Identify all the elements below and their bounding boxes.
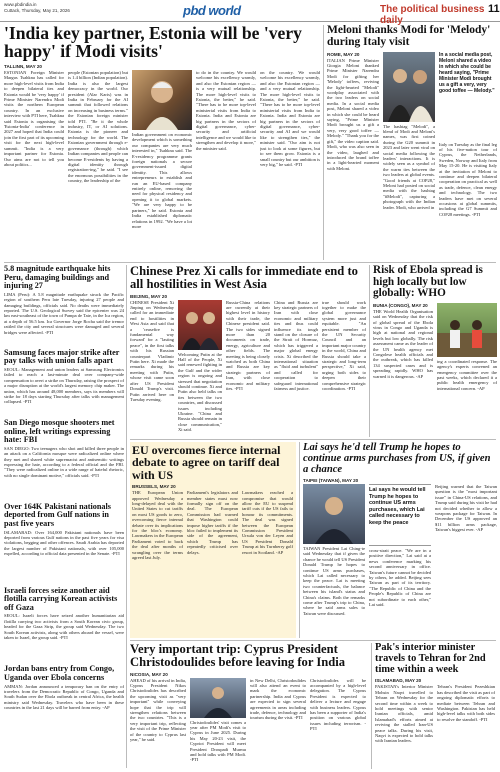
photo-image: [178, 300, 222, 350]
article-col-2: cross-strait peace. "We are in a positive direction," Lai said at a news conference marking his second anniversary in office. Taiwan's future cannot be decided by others, he added. Beijing sees Taiwan as part of its territory. "The Republic of China and the People's Republic of China are not subordinate to each other," Lai said.: [369, 548, 431, 608]
brief-item: [4, 265, 124, 346]
photo-image: [303, 484, 365, 544]
photo-image: [190, 678, 246, 718]
ebola-photo: [437, 303, 497, 357]
article-estonia: [4, 25, 320, 261]
article-col-1: THE World Health Organisation said on Wednesday that the risk of global spread of the Ebola virus in Congo and Uganda is high at national and regional levels but low globally. The risk assessment came as the leader of the UN health agency met Congolese health officials and the outbreak, which has killed 134 suspected cases and is spreading rapidly. WHO has warned it is dangerous. -AP: [373, 308, 433, 379]
article-col-4: China and Russia are key strategic partners of Iran with close economic and military ties and thus could influence its tough stand on the closure of the Strait of Hormuz, which has triggered a major global energy crisis. Xi described the international situation as "fluid and turbulent" and called for cooperation to safeguard international fairness and justice.: [274, 299, 318, 392]
brief-text: SAN DIEGO: Two teenagers who shot and killed three people in an attack on a California mosque were radicalized online where they met and shared white supremacist and antisemitic writings expressing the hate, according to a federal official and the FBI. "They were radicalized online in a wide range of hateful rhetoric, with no single dominant motive," officials said. -PTI: [4, 445, 124, 478]
brief-headline: 5.8 magnitude earthquake hits Peru, damaging buildings and injuring 27: [4, 265, 111, 291]
article-dateline: ROME, MAY 20: [327, 51, 360, 57]
brief-item: [4, 587, 124, 663]
article-col-2: Christodoulides' visit comes a year after PM Modi's visit to Cyprus in June 2025. During his May 20-23 visit, the Cypriot President will meet President Droupadi Murmu and hold talks with PM Modi. -PTI: [190, 719, 246, 763]
article-col-3: Indian government on economic development which is something our companies are very much interested in," Tsahkna said. The E-residency programme grants foreign nationals a secure government-issued digital identity. This allows entrepreneurs to establish and run an EU-based company entirely online, removing the need for physical residency and opening it to global markets. "We are very happy to be partners," he said. Estonia and India established diplomatic relations in 1992. "We have a lot more: [132, 132, 192, 229]
article-cyprus: [130, 643, 368, 769]
article-col-2: ing a coordinated response. The agency's experts convened an emergency committee over the past weeks, which declared it a public health emergency of international concern. -AP: [437, 358, 497, 391]
photo-caption: In a social media post, Meloni shared a video in which she could be heard saying, "Prime Minister Modi brought us a gift a very, very good toffee — Melody.": [439, 51, 495, 94]
article-col-2: people (Estonian population) but is 1.4 billion (Indian population). India is also the largest democracy in the world. Our president (Alar Karis) was in India in February for the AI summit that followed relations on increasing in business terms." the Estonian foreign minister told PTI. "Be it the whole industry, IT, or AI solutions. Estonia is the pioneer and technology for the world. The Estonian government through e-governance (through) which Indian companies and people can become E-residents by having a digital identity through registration-ing," he said. "I see the enormous possibilities in the country, the leadership of the: [68, 70, 128, 184]
masthead-web: www.pbdindia.in: [4, 2, 37, 7]
brief-item: [4, 503, 124, 584]
masthead-info: [4, 2, 70, 13]
article-meloni: [327, 25, 497, 261]
photo-image: [383, 52, 435, 122]
page-number: 11: [488, 3, 500, 15]
article-col-3: Italy on Tuesday as the final leg of his five-nation tour of Cyprus, the Netherlands, Sweden, Norway and Italy from May 15-20. He is visiting Italy at the invitation of Meloni to continue and deepen bilateral cooperation on practical as well as trade, defence, clean energy and technology. The two leaders have met on several occasions at global summits, including the G7 Summit and COP28 meetings. -PTI: [439, 141, 497, 217]
xi-putin-photo: [178, 300, 222, 350]
brief-text: LIMA (Peru): A 5.8 magnitude earthquake struck the Pacific region of southern Peru late Tuesday, injuring 27 people and damaging buildings, officials said. No deaths were immediately reported. The U.S. Geological Survey said the epicenter was 24 km east-southeast of the town of Pampa de Tate, in the Ica region, at a depth of 56.5 km. Ica Governor Jorge Rocha said the tremor rattled the city and several structures were damaged and several bridges were affected. -PTI: [4, 291, 124, 335]
brief-headline: Israeli forces seize another aid flotilla carrying Korean activists off Gaza: [4, 585, 118, 612]
article-col-4: Christodoulides will be accompanied by a high-level delegation. The Cyprus President is expected to deliver a lecture and engage with business leaders. Cyprus has been a supporter of India's position on various global issues including terrorism. -PTI: [310, 677, 366, 732]
article-col-3: Beijing warned that the Taiwan question is the "most important issue" in China-US relations, and Trump said during his visit he had not decided whether to allow a weapons package for Taiwan. In December the US approved an $11 billion arms package, Taiwan's biggest ever. -AP: [435, 484, 497, 533]
article-col-1: CHINESE President Xi Jinping on Wednesday called for an immediate end to hostilities in West Asia and said that a 'ceasefire is fundamental way forward' for a "lasting peace", in the first talks with his Russian counterpart Vladimir Putin here. Xi made the remarks during his meeting with Putin, whose visit came soon after US President Donald Trump's visit. Putin arrived here on Tuesday evening.: [130, 299, 174, 402]
masthead: [0, 0, 500, 26]
brief-item: [4, 419, 124, 500]
brief-headline: Jordan bans entry from Congo, Uganda over Ebola concerns: [4, 664, 115, 682]
brief-headline: Samsung faces major strike after pay talks with union falls apart: [4, 347, 120, 366]
article-col-1: TAIWAN President Lai Ching-te said Wednesday that if given the chance he would tell US President Donald Trump he hopes to continue US arms purchases, which Lai called necessary to keep the peace. Lai is meeting two counterfactuals, the balance between his island's status and China's claims. Both the remarks come after Trump's trip to China, where he said arms sales to Taiwan were discussed.: [303, 546, 365, 616]
article-col-5: on the country. We would welcome his excellency warmly, and also the Estonian region — and a very mutual relationship. The more high-level visits to Estonia, the better," he said. "There has to be more top-level ministerial visits from India to Estonia. India and Estonia are big partners in the sectors of digital governance, cyber-security and AI and we would like to strengthen ties," the minister said. "Our aim is not just to look at some figures, but to see them grow. Estonia is a small country but our ambition is very big," he said. -PTI: [260, 70, 320, 167]
photo-image: [437, 303, 497, 357]
brief-headline: San Diego mosque shooters met online, left writings expressing hate: FBI: [4, 417, 115, 445]
news-briefs: [4, 265, 124, 768]
article-col-1: PAKISTAN's Interior Minister Mohsin Naqvi travelled to Tehran on Wednesday for the second time within a week to hold meetings with senior Iranian officials, amid Islamabad's efforts aimed at reviving the stalled Iran-US peace talks. During his visit, Naqvi is expected to hold talks with Iranian leaders.: [375, 684, 433, 744]
article-col-2: Tehran's President Pezeshkian has described the visit as part of ongoing diplomatic efforts to mediate between Tehran and Washington. Pakistan has held high-level talks with both sides to resolve the standoff. -PTI: [437, 684, 495, 722]
article-dateline: TALLINN, MAY 20: [4, 64, 42, 69]
article-col-1: ESTONIAN Foreign Minister Margus Tsahkna has called for more high-level visits from India to deepen bilateral ties and Estonia would be 'very happy' if Prime Minister Narendra Modi visits the northern European country. In an exclusive interview with PTI here, Tsahkna said Estonia is organising the 'Estonia-India' conference in 2027 and hoped that India could join the first part of its upcoming visit for the next high-level summit. "India is a very important partner for Estonia. Our aims are not to tell you about politics...: [4, 70, 64, 167]
article-headline: Risk of Ebola spread is high locally but low globally: WHO: [373, 265, 483, 300]
article-headline: Pak's interior minister travels to Tehran for 2nd time within a week: [375, 643, 486, 675]
brief-text: SEOUL: Management and union leaders at Samsung Electronics failed to reach a last-minute deal over company-wide compensation to avert a strike on Thursday, raising the prospect of a major disruption at the world's largest memory chip maker. The union, which has around 48,000 members, says its members will strike for 18 days starting Thursday after talks with management collapsed. -PTI: [4, 366, 124, 405]
article-dateline: TAIPEI (TAIWAN), MAY 20: [303, 478, 359, 483]
article-dateline: NICOSIA, MAY 20: [130, 671, 168, 677]
article-dateline: ISLAMABAD, MAY 20: [375, 678, 422, 684]
article-col-1: ITALIAN Prime Minister Giorgia Meloni thanked Prime Minister Narendra Modi for gifting her 'Melody' toffees, reviving the light-hearted "Melodi" wordplay associated with the two leaders on social media. In a social media post, Meloni shared a video in which she could be heard saying, "Prime Minister Modi brought us a gift a very, very good toffee — Melody." "Thank you for the gift," the video caption said. Modi, who was also seen in the video, laughed and introduced the brand toffee in a light-hearted moment with Meloni.: [327, 57, 379, 171]
article-eu-tariff: [130, 442, 296, 638]
article-headline: Meloni thanks Modi for 'Melody' during Italy visit: [327, 25, 491, 48]
masthead-dateline: Cuttack, Thursday, May 21, 2026: [4, 7, 70, 13]
pull-quote: Lai says he would tell Trump he hopes to continue US arms purchases, which Lai called necessary to keep the peace: [369, 484, 431, 546]
article-col-2: Welcoming Putin at the Hall of the People, Xi said renewed fighting in the Gulf and the wider region is ongoing and stressed that negotiation should continue. Xi and Putin also held talks on ties between the two countries, and discussed issues including Ukraine. "China and Russia should remain in close communication," Xi said.: [178, 351, 222, 433]
article-dateline: BRUSSELS, MAY 20: [132, 484, 176, 490]
brief-item: [4, 665, 124, 741]
article-headline: Lai says he'd tell Trump he hopes to continue arms purchases from US, if given a chance: [303, 442, 491, 475]
article-col-3: in New Delhi, Christodoulides will also attend an event to mark the economic partnership. India and Cyprus are expected to sign several agreements in areas including trade, defence, technology and tourism during the visit. -PTI: [250, 677, 306, 721]
article-pakistan: [375, 643, 497, 769]
brief-text: ISLAMABAD: Over 164,000 Pakistani nationals have been deported from various Gulf nations in the past five years for visa violations, begging and other offences. Saudi Arabia has deported the largest number of Pakistani nationals, with over 105,000 expelled, according to official data presented in the Senate. -PTI: [4, 529, 124, 557]
brief-text: AMMAN: Jordan announced a temporary ban on the entry of travelers from the Democratic Republic of Congo, Uganda and South Sudan over the Ebola outbreak in central Africa, the health ministry said Wednesday. Travelers who have been in these countries in the last 21 days will be barred from entry. -AP: [4, 683, 124, 711]
article-dateline: BUNIA (CONGO), MAY 20: [373, 302, 428, 308]
article-headline: 'India key partner, Estonia will be 'very happy' if Modi visits': [4, 25, 302, 61]
article-lai: [303, 442, 497, 638]
article-col-1: THE European Union approved Wednesday a long-delayed deal with the United States to cut tariffs on most US goods to zero, overcoming fierce internal debate over its implications for the bloc's economy. Lawmakers in the European Parliament voted to back the deal after months of wrangling over the terms agreed last July.: [132, 490, 183, 561]
brief-item: [4, 349, 124, 416]
article-col-2: Parliament's legislators and member states must now formally sign off on the deal. The European Commission had warned that Washington could impose higher tariffs if the bloc failed to implement its side of the agreement, which Trump has repeatedly criticised over delays.: [187, 490, 238, 555]
article-col-3: Russia-China relations are currently at their highest level in history with their trade, the Chinese president said. The two sides signed more than 20 documents on trade, energy, agriculture and other fields. The meeting is being closely watched as both China and Russia are key strategic partners of Iran, with close economic and military ties. -PTI: [226, 299, 270, 392]
article-col-2: The hashtag "Melodi", a blend of Modi and Meloni's names, was first coined during the G20 summit in 2023 and later went viral on social media following the leaders' interactions. It is widely seen as a symbol of the warm ties between the two leaders at global events. "Good friends at COP28," Meloni had posted on social media with the hashtag "#Melodi", capturing a photograph with the Indian leader. Modi, who arrived in: [383, 123, 435, 210]
meloni-modi-photo: [383, 52, 435, 122]
article-col-5: true should work together to make the global governance system more just and equitable. "An persistent member of the UN Security Council and an important major country in the world, China and Russia should take a strategic and long-term perspective," Xi said, urging both sides to deepen their comprehensive strategic coordination. -PTI: [322, 299, 366, 392]
article-dateline: BEIJING, MAY 20: [130, 293, 168, 299]
brief-headline: Over 164K Pakistani nationals deported from Gulf nations in past five years: [4, 501, 111, 528]
article-headline: Chinese Prez Xi calls for immediate end to all hostilities in West Asia: [130, 265, 358, 291]
modi-photo: [132, 70, 192, 130]
article-col-1: AHEAD of his arrival in India, Cyprus President Nikos Christodoulides has described the upcoming visit as "very important" while conveying hope that the trip will strengthen relations between the two countries. "This is a very important trip, reflecting the visit of the Prime Minister of the country to Cyprus last year," he said.: [130, 677, 186, 743]
article-ebola-risk: [373, 265, 497, 437]
portrait-photo: [132, 70, 192, 130]
lai-photo: [303, 484, 365, 544]
brief-text: SEOUL: Israeli forces have seized another humanitarian aid flotilla carrying two activists from a South Korean civic group, headed for the Gaza Strip, the group said Wednesday. The two South Korean activists, along with others aboard the vessel, were taken to Israel, the group said. -PTI: [4, 613, 124, 640]
paper-name: The political business daily: [380, 4, 485, 26]
section-logo: pbd world: [183, 3, 241, 18]
article-xi: [130, 265, 366, 437]
article-col-3: Lawmakers reached a compromise that would allow the EU to suspend tariff cuts if the US fails to honour its commitments. The deal was signed between the European Commission President Ursula von der Leyen and US President Donald Trump at his Turnberry golf resort in Scotland. -AP: [242, 490, 293, 555]
article-col-4: to do in the country. We would welcome his excellency warmly, and also the Estonian region — is a very mutual relationship. The more high-level visits to Estonia, the better," he said. "There has to be more top-level ministerial visits from India to Estonia. India and Estonia are big partners in the sectors of digital governance, cyber-security and artificial intelligence and we would like to strengthen and develop it more," the minister said.: [196, 70, 256, 151]
christodoulides-photo: [190, 678, 246, 718]
article-headline: Very important trip: Cyprus President Christodoulides before leaving for India: [130, 643, 346, 669]
article-headline: EU overcomes fierce internal debate to agree on tariff deal with US: [132, 443, 281, 482]
